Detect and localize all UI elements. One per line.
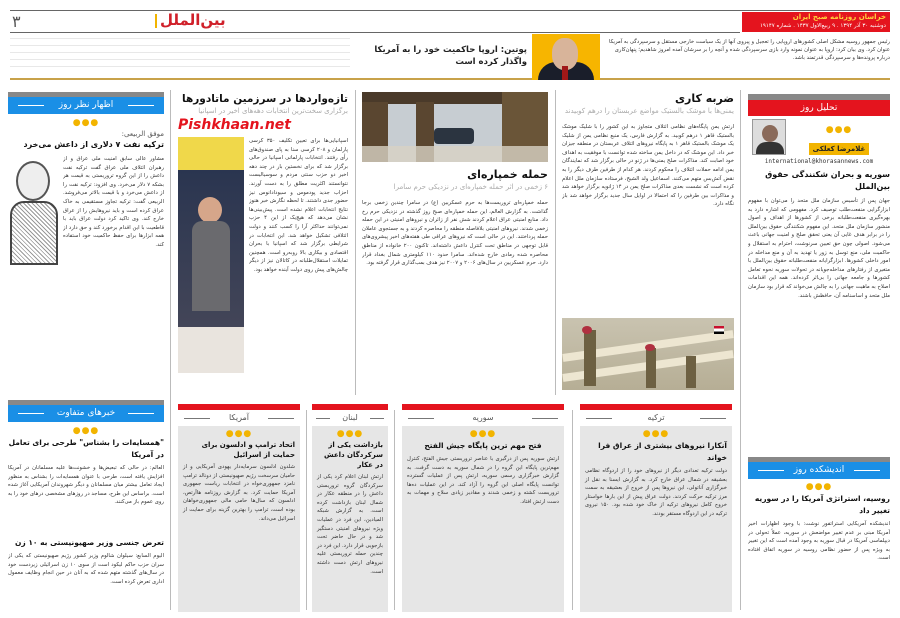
lebanon-label: لبنان — [342, 413, 358, 422]
turkey-box-header — [580, 404, 732, 426]
think-tank-body: اندیشکده آمریکایی استراتفور نوشت: با وجود اظهارات اخیر آمریکا مبنی بر عدم تغییر مواضعش در سوریه، عملاً تحولی در دیپلماسی آمریکا در قبال سوریه به وجود آمده است که این تغییر به ویژه پس از حضور نظامی روسیه در سوریه اتفاق افتاده است. — [748, 521, 890, 562]
spain-headline[interactable]: تازه‌واردها در سرزمین ماتادورها — [182, 93, 348, 105]
mortar-subhead: ۶ زخمی در اثر حمله خمپاره‌ای در نزدیکی حرم سامرا — [393, 183, 548, 191]
syria-body: ارتش سوریه پس از درگیری با عناصر تروریستی جیش الفتح، کنترل مهم‌ترین پایگاه این گروه را در شمال سوریه به دست گرفت. به گزارش خبرگزاری رسمی سوریه، ارتش پس از عملیات گسترده توانست پایگاه اصلی این گروه را آزاد کند. در این عملیات ده‌ها تروریست کشته و زخمی شدند و مقادیر زیادی سلاح و مهمات به دست ارتش افتاد. — [407, 456, 559, 505]
dots-icon: ●●● — [805, 482, 833, 492]
summary-rules — [10, 38, 350, 73]
different-news-column — [8, 400, 164, 595]
column-divider — [740, 90, 741, 610]
spain-election-photo — [178, 137, 244, 373]
strike-body: ارتش یمن پایگاه‌های نظامی ائتلاف متجاوز به این کشور را با شلیک موشک بالستیک قاهر ۱ درهم کوبید. به گزارش فارس، یک منبع نظامی یمن از شلیک یک موشک بالستیک قاهر ۱ به پایگاه نیروهای ائتلاف عربستان در منطقه جیزان خبر داد. این موشک که در داخل یمن ساخته شده توانست با موفقیت به اهداف خود اصابت کند. مذاکرات صلح یمنی‌ها در ژنو در حالی برگزار شد که نمایندگان یمن ادامه حملات ائتلاف را محکوم کردند. هر کدام از طرفین طرف دیگر را به نقض آتش‌بس متهم می‌کنند. اسماعیل ولد الشیخ، فرستاده سازمان ملل اعلام کرده است که نشست بعدی مذاکرات صلح یمن در ۱۴ ژانویه برگزار خواهد شد و مذاکرات بین طرفین را که احتمالا در اوایل سال جدید برگزار خواهد شد باز نگاه دارد. — [562, 124, 734, 208]
america-label: آمریکا — [228, 413, 249, 422]
analysis-column — [748, 94, 890, 572]
author-sketch-portrait — [8, 155, 60, 265]
america-headline[interactable]: اتحاد ترامپ و ادلسون برای حمایت از اسرائیل — [201, 441, 295, 459]
mortar-article — [362, 92, 548, 388]
think-tank-headline[interactable]: روسیه، استراتژی آمریکا را در سوریه تغییر داد — [754, 494, 890, 515]
header-top-rule — [10, 10, 890, 11]
dots-icon: ●●● — [336, 429, 364, 439]
different-news-headline-2[interactable]: تعرض جنسی وزیر صهیونیستی به ۱۰ زن — [15, 538, 164, 547]
analysis-headline[interactable]: سوریه و بحران شکنندگی حقوق بین‌الملل — [765, 170, 890, 191]
dots-icon: ●●● — [469, 429, 497, 439]
samarra-photo — [362, 92, 548, 162]
syria-headline[interactable]: فتح مهم ترین پایگاه جیش الفتح — [424, 441, 542, 450]
author-photo — [752, 119, 786, 155]
lead-headline[interactable] — [355, 44, 527, 68]
section-title: بین‌الملل — [160, 11, 226, 29]
different-news-headline-1[interactable]: "همسایه‌ات را بشناس" طرحی برای تعامل در آمریکا — [8, 438, 164, 459]
dots-icon: ●●● — [72, 118, 100, 128]
header-bottom-rule — [10, 32, 740, 33]
page-number: ۳ — [12, 12, 21, 31]
think-tank-banner — [748, 457, 890, 479]
issue-date: دوشنبه ۳۰ آذر ۱۳۹۴ . ۹ ربیع‌الاول ۱۴۳۷ . شماره ۱۹۱۴۷ — [759, 23, 886, 29]
column-divider — [355, 90, 356, 395]
analysis-body: جهان پس از تأسیس سازمان ملل متحد را می‌توان با مفهوم ابزارگرایی منفعت‌طلب توصیف کرد. مفهومی که اشاره دارد به بهره‌گیری منفعت‌طلبانه برخی از کشورها از اهداف و اصول منشور سازمان ملل متحد. این مفهوم شکنندگی حقوق بین‌الملل را در برابر هدف غایی آن یعنی تحقق صلح و امنیت جهانی باعث می‌شود. اصولی چون حق تعیین سرنوشت، احترام به استقلال و حاکمیت ملی، منع توسل به زور یا تهدید به آن و منع مداخله در امور داخلی کشورها. ابزارگرایانه منفعت‌طلبانه حقوق بین‌الملل با متغیری از رفتارهای مداخله‌جویانه در تحولات سوریه نحوه تعامل کشورها و جامعه جهانی را بی‌اثر کرده‌اند. همه این اقدامات اصلاح به ماهیت جهانی را به چالش می‌خواند که قرار بود سازمان ملل متحد و اساسنامه آن، حافظش باشند. — [748, 198, 890, 299]
opinion-banner — [8, 92, 164, 114]
strike-headline[interactable]: ضربه کاری — [674, 92, 734, 105]
lebanon-box-header — [312, 404, 388, 426]
newspaper-logo: خراسان روزنامه صبح ایران — [792, 13, 886, 21]
column-divider — [306, 410, 307, 610]
photo-tie-shape — [562, 66, 568, 80]
column-divider — [572, 410, 573, 610]
section-separator — [155, 14, 157, 28]
opinion-author: موفق الربیعی: — [121, 130, 164, 138]
dots-icon: ●●● — [825, 125, 853, 135]
analysis-banner: تحلیل روز — [748, 94, 890, 116]
lead-summary-text: رئیس جمهور روسیه مشکل اصلی کشورهای اروپایی را تعجیل و پیروی آنها از یک سیاست خارجی مستقل و سرسپردگی به آمریکا عنوان کرد. وی بیان کرد: اروپا به عنوان نمونه وارد بازی سرسپردگی شده و آنچه را بر سرشان آمده امروز شاهدیم؛ پنهان‌کاری درباره پرونده‌ها و سرسپردگی قدرتمند باشد. — [608, 39, 890, 61]
syria-label: سوریه — [472, 413, 494, 422]
dots-icon: ●●● — [225, 429, 253, 439]
turkey-box — [580, 404, 732, 612]
lebanon-headline[interactable]: بازداشت یکی از سرکردگان داعش در عکار — [323, 441, 383, 469]
opinion-banner-label: اظهار نظر روز — [58, 100, 114, 110]
putin-photo — [532, 34, 600, 80]
different-news-body-1: العالم: در حالی که تبعیض‌ها و خشونت‌ها علیه مسلمانان در آمریکا افزایش یافته است، طرحی با عنوان همسایه‌ات را بشناس به منظور ایجاد تعامل بیشتر میان مسلمانان و دیگر شهروندان آمریکایی آغاز شده است. براساس این طرح، مساجد در روزهای مشخصی درهای خود را به روی عموم باز می‌کنند. — [8, 465, 164, 506]
different-news-banner-label: خبرهای متفاوت — [56, 408, 116, 418]
spain-article — [178, 92, 348, 394]
america-box-header — [178, 404, 300, 426]
think-tank-banner-label: اندیشکده روز — [793, 465, 845, 475]
dots-icon: ●●● — [72, 426, 100, 436]
dots-icon: ●●● — [642, 429, 670, 439]
column-divider — [394, 410, 395, 610]
author-byline: غلامرضا کعلکی — [809, 143, 870, 155]
spain-body: اسپانیایی‌ها برای تعیین تکلیف ۳۵۰ کرسی پارلمان و ۲۰۸ کرسی سنا به پای صندوق‌های رأی رفتند. انتخابات پارلمانی اسپانیا در حالی برگزار شد که برای نخستین بار در چند دهه اخیر دو حزب سنتی مردم و سوسیالیست نتوانستند اکثریت مطلق را به دست آورند. احزاب جدید پودموس و سیودادانوس نیز حضور جدی داشتند. تا لحظه نگارش خبر هنوز نتایج انتخابات اعلام نشده است. پیش‌بینی‌ها نشان می‌دهد که هیچ‌یک از این ۴ حزب نمی‌توانند حداکثر آرا را کسب کنند و دولت ائتلافی تشکیل خواهد شد. این انتخابات در شرایطی برگزار شد که اسپانیا با بحران اقتصادی و بیکاری بالا روبه‌رو است. همچنین تمایلات استقلال‌طلبانه در کاتالان نیز از دیگر چالش‌های پیش روی دولت آینده خواهد بود. — [249, 138, 348, 273]
different-news-banner — [8, 400, 164, 422]
mortar-body: حمله خمپاره‌ای تروریست‌ها به حرم عسکریین (ع) در سامرا چندین زخمی برجا گذاشت. به گزارش العالم، این حمله خمپاره‌ای صبح روز گذشته در نزدیکی حرم رخ داد. منابع امنیتی عراق اعلام کردند شش نفر از زائران و نیروهای امنیتی در این حمله زخمی شدند. نیروهای امنیتی بلافاصله منطقه را محاصره کردند و به جستجوی عاملان حمله پرداختند. این در حالی است که نیروهای عراقی طی هفته‌های اخیر پیشروی‌های قابل توجهی در مناطق تحت کنترل داعش داشته‌اند. تاکنون ۲۰۰ خانواده از مناطق محاصره شده رمادی خارج شده‌اند. سامرا حدود ۱۱۰ کیلومتری شمال بغداد قرار دارد. حرم عسکریین در سال‌های ۲۰۰۶ و ۲۰۰۷ نیز هدف بمب‌گذاری قرار گرفته بود. — [362, 200, 548, 267]
newspaper-masthead — [742, 12, 890, 32]
lebanon-box — [312, 404, 388, 612]
spain-subhead: برگزاری سخت‌ترین انتخابات دهه‌های اخیر در اسپانیا — [198, 107, 348, 115]
turkey-headline[interactable]: آنکارا نیروهای بیشتری از عراق فرا خواند — [598, 441, 727, 462]
strike-article — [562, 92, 734, 390]
turkey-body: دولت ترکیه تعدادی دیگر از نیروهای خود را از اردوگاه نظامی بعشیقه در شمال عراق خارج کرد. به گزارش ایسنا به نقل از خبرگزاری آناتولی، این نیروها پس از خروج از بعشیقه به سمت مرز ترکیه حرکت کردند. دولت عراق پیش از این بارها خواستار خروج کامل نیروهای ترکیه از خاک خود شده بود. ۱۵۰ نیروی ترکیه در این اردوگاه مستقر بودند. — [585, 468, 727, 517]
flag-icon — [714, 326, 724, 334]
different-news-body-2: الیوم السابع: سیلوان شالوم وزیر کشور رژیم صهیونیستی که یکی از سران حزب حاکم لیکود است از سوی ۱۰ زن اسرائیلی زیردست خود در سال‌های گذشته متهم شده که به آنان در حین انجام وظایف معمول اداری تعرض کرده است. — [8, 553, 164, 585]
yemen-missile-photo — [562, 318, 734, 390]
lebanon-body: ارتش لبنان اعلام کرد یکی از سرکردگان گروه تروریستی داعش را در منطقه عکار در شمال لبنان بازداشت کرده است. به گزارش شبکه المیادین، این فرد در عملیات ویژه نیروهای امنیتی دستگیر شد و در حال حاضر تحت بازجویی قرار دارد. این فرد در چندین حمله تروریستی علیه نیروهای ارتش دست داشته است. — [317, 474, 383, 575]
lead-headline-line1: پوتین: اروپا حاکمیت خود را به آمریکا — [374, 45, 527, 55]
lead-headline-line2: واگذار کرده است — [455, 57, 527, 67]
strike-subhead: یمنی‌ها با موشک بالستیک مواضع عربستان را درهم کوبیدند — [564, 107, 734, 115]
america-box — [178, 404, 300, 612]
turkey-label: ترکیه — [647, 413, 665, 422]
watermark-logo: Pishkhaan.net — [178, 117, 291, 133]
america-body: شلدون ادلسون سرمایه‌دار یهودی آمریکایی و از حامیان سرسخت رژیم صهیونیستی از دونالد ترامپ نامزد جمهوری‌خواه در انتخابات ریاست جمهوری آمریکا حمایت کرد. به گزارش روزنامه هاآرتص، ادلسون که سال‌ها حامی مالی جمهوری‌خواهان بوده است، ترامپ را بهترین گزینه برای حمایت از اسرائیل می‌داند. — [183, 464, 295, 522]
opinion-column — [8, 92, 164, 351]
syria-box — [402, 404, 564, 612]
opinion-headline[interactable]: ترکیه نفت ۷ دلاری از داعش می‌خرد — [23, 140, 164, 149]
opinion-body: مشاور عالی سابق امنیت ملی عراق و از رهبران ائتلاف ملی عراق گفت ترکیه نفت داعش را از این گروه تروریستی به قیمت هر بشکه ۷ دلار می‌خرد. وی افزود: ترکیه نفت را از داعش می‌خرد و با قیمت بالاتر می‌فروشد. الربیعی گفت: ترکیه تجاوز مستقیمی به خاک عراق کرده است و باید نیروهایش را از عراق خارج کند. وی تاکید کرد دولت عراق باید با قاطعیت با این اقدام برخورد کند و حق دارد از همه ابزارها برای حفظ حاکمیت خود استفاده کند. — [63, 156, 164, 248]
mortar-headline[interactable]: حمله خمپاره‌ای — [467, 168, 548, 181]
analysis-author-block — [748, 119, 890, 155]
author-email[interactable]: international@khorasannews.com — [764, 158, 874, 165]
syria-box-header — [402, 404, 564, 426]
column-divider — [555, 90, 556, 395]
column-divider — [170, 90, 171, 610]
